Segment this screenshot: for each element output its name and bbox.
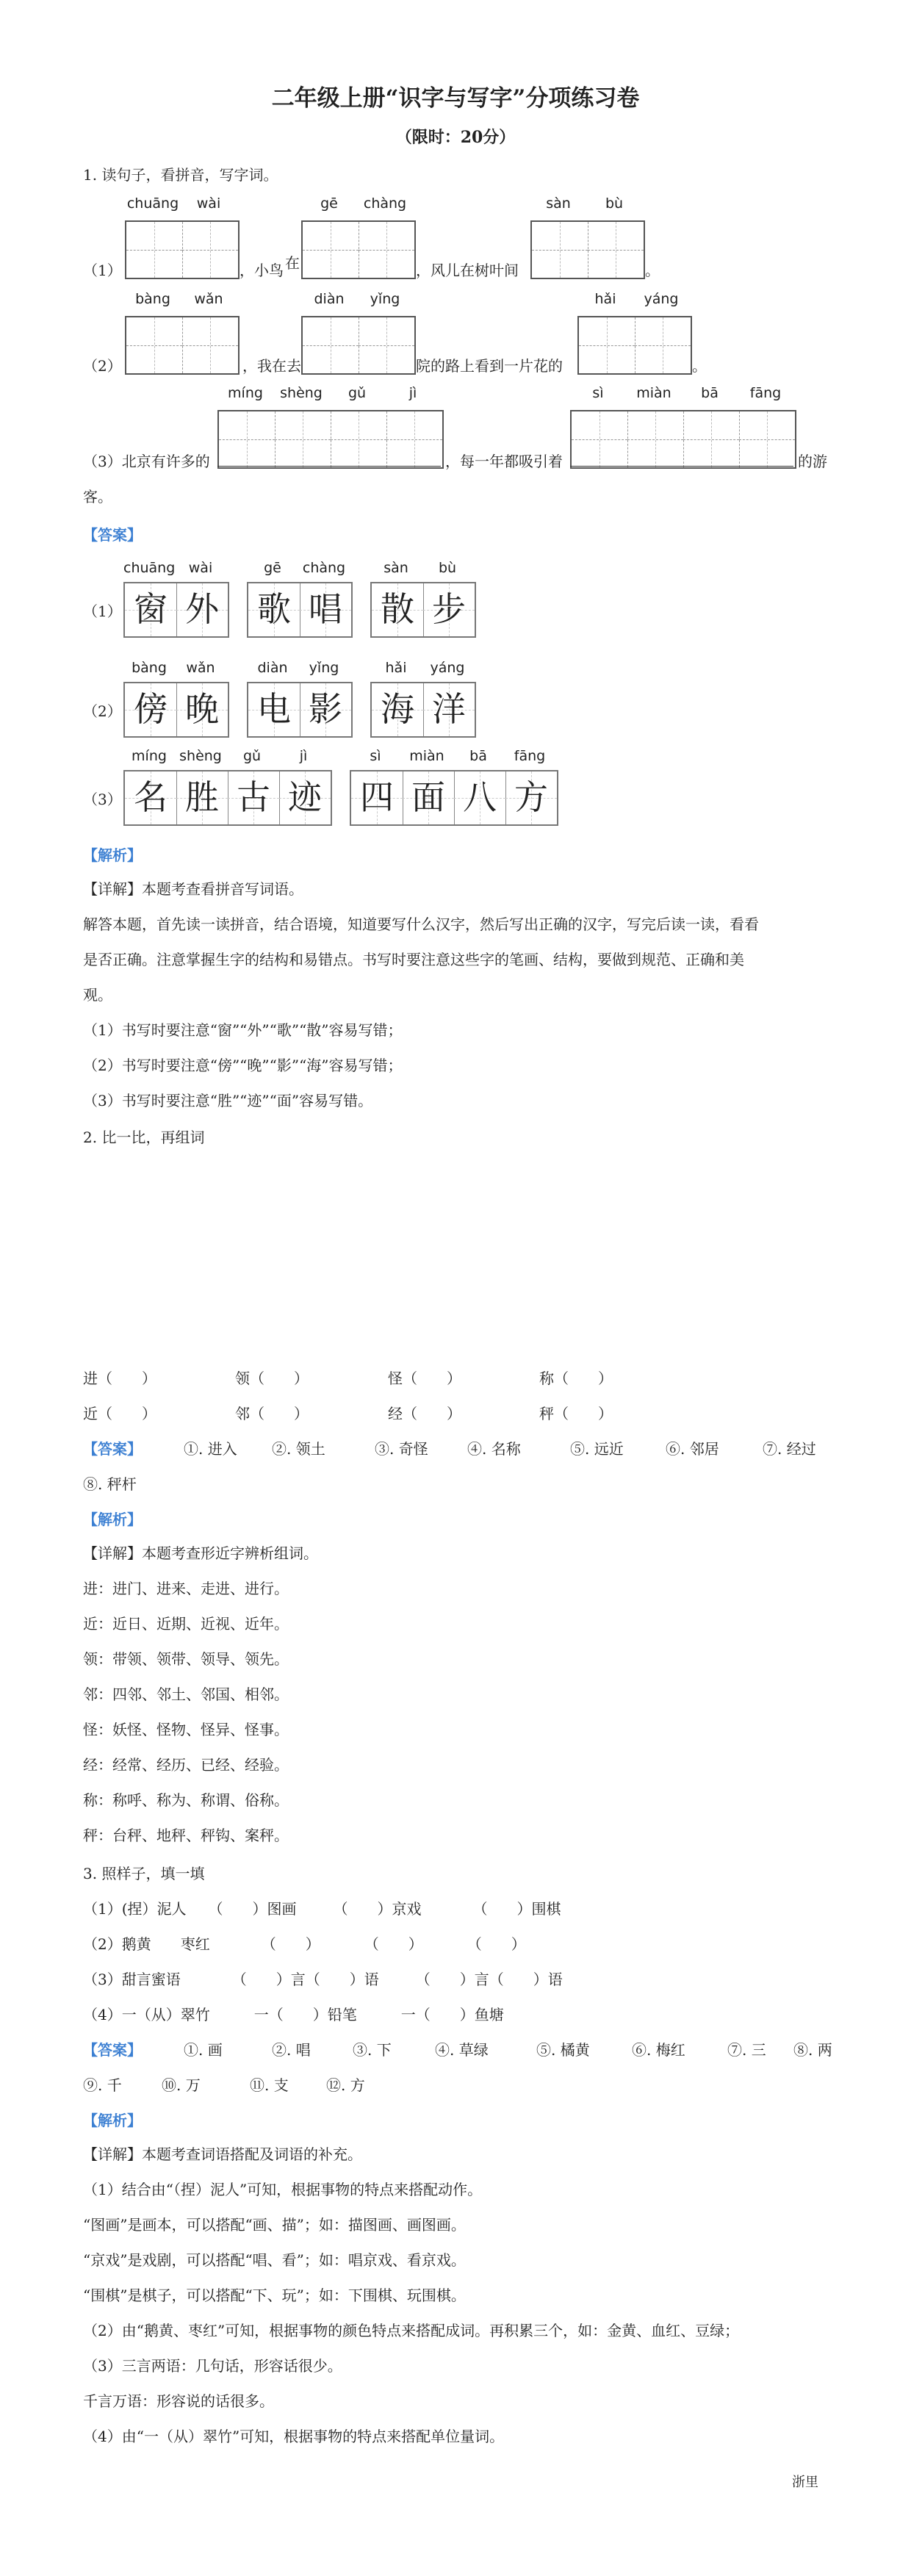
grid-guide: [386, 222, 387, 278]
pinyin: hǎi: [594, 291, 616, 307]
pinyin: miàn: [636, 385, 671, 401]
q3-heading: 3. 照样子，填一填: [83, 1865, 205, 1882]
answer-character: 歌: [257, 589, 291, 629]
grid-guide: [210, 317, 211, 373]
pinyin: yǐng: [370, 291, 400, 307]
analysis-line: 经：经常、经历、已经、经验。: [83, 1756, 289, 1774]
pinyin: jì: [299, 748, 308, 764]
answer-cell: [372, 683, 424, 736]
pinyin: wài: [188, 560, 213, 576]
pinyin: sàn: [546, 195, 571, 212]
sentence-num: （1）: [83, 262, 122, 279]
writing-cell: [386, 411, 442, 467]
q3-line1: （1）(捏）泥人 （ ）图画 （ ）京戏 （ ）围棋: [83, 1900, 561, 1918]
answer-character: 面: [411, 777, 445, 817]
answer-character: 晚: [185, 689, 219, 729]
pinyin: diàn: [257, 660, 288, 676]
sentence-num: （2）: [83, 357, 122, 375]
answer-character: 方: [514, 777, 548, 817]
writing-grid: [530, 220, 645, 279]
answer-character: 傍: [134, 689, 168, 729]
analysis-line: （1）结合由“（捏）泥人”可知，根据事物的特点来搭配动作。: [83, 2181, 483, 2198]
answer-grid: [123, 682, 229, 738]
grid-guide: [247, 411, 248, 467]
sentence-text: ，小鸟: [240, 262, 284, 279]
answer-cell: [505, 771, 557, 824]
sentence-text: 客。: [83, 488, 112, 506]
analysis-line: （3）书写时要注意“胜”“迹”“面”容易写错。: [83, 1092, 373, 1109]
pinyin: fāng: [749, 385, 782, 401]
grid-guide: [154, 222, 155, 278]
answer-grid: [247, 582, 353, 638]
grid-guide: [599, 411, 600, 467]
answer-character: 八: [463, 777, 497, 817]
answer-cell: [372, 583, 424, 636]
answer-item: ④. 名称: [467, 1440, 521, 1458]
writing-cell: [588, 222, 644, 278]
answer-cell: [125, 771, 177, 824]
compare-item: 经（ ）: [388, 1405, 461, 1422]
compare-item: 领（ ）: [235, 1370, 309, 1387]
q2-analysis-label: 【解析】: [83, 1511, 142, 1528]
answer-grid: [350, 770, 558, 826]
analysis-line: 【详解】本题考查形近字辨析组词。: [83, 1544, 318, 1562]
answer-character: 名: [134, 777, 168, 817]
answer-cell: [176, 683, 228, 736]
answer-item: ③. 下: [353, 2041, 392, 2059]
answer-cell: [248, 583, 300, 636]
answer-cell: [125, 583, 177, 636]
answer-character: 影: [309, 689, 342, 729]
answer-underline: [217, 466, 441, 467]
writing-grid: [125, 316, 240, 375]
pinyin: chuāng: [123, 560, 176, 576]
pinyin: shèng: [179, 748, 222, 764]
answer-cell: [351, 771, 403, 824]
grid-guide: [210, 222, 211, 278]
writing-cell: [359, 222, 414, 278]
pinyin: gǔ: [348, 385, 367, 401]
answer-cell: [454, 771, 506, 824]
analysis-line: 邻：四邻、邻土、邻国、相邻。: [83, 1685, 289, 1703]
answer-item: ⑥. 梅红: [632, 2041, 685, 2059]
analysis-line: 【详解】本题考查看拼音写词语。: [83, 880, 303, 898]
answer-cell: [125, 683, 177, 736]
pinyin: hǎi: [385, 660, 407, 676]
analysis-line: 近：近日、近期、近视、近年。: [83, 1615, 289, 1633]
answer-grid: [123, 770, 332, 826]
answer-character: 迹: [288, 777, 322, 817]
pinyin: gē: [320, 195, 338, 212]
grid-guide: [655, 411, 656, 467]
pinyin: diàn: [314, 291, 345, 307]
writing-grid: [301, 316, 416, 375]
writing-cell: [126, 222, 183, 278]
pinyin: bù: [605, 195, 624, 212]
analysis-line: 秤：台秤、地秤、秤钩、案秤。: [83, 1827, 289, 1844]
pinyin: bā: [701, 385, 719, 401]
answer-cell: [176, 583, 228, 636]
pinyin: wǎn: [194, 291, 223, 307]
grid-guide: [560, 222, 561, 278]
grid-guide: [711, 411, 712, 467]
answer-item: ⑥. 邻居: [666, 1440, 719, 1458]
pinyin: shèng: [280, 385, 323, 401]
pinyin: yǐng: [309, 660, 339, 676]
q1-analysis-label: 【解析】: [83, 846, 142, 864]
answer-item: ⑪. 支: [250, 2076, 289, 2094]
answer-character: 古: [237, 777, 270, 817]
writing-cell: [683, 411, 740, 467]
answer-character: 外: [185, 589, 219, 629]
answer-underline: [570, 466, 793, 467]
sentence-text: ，我在去: [242, 357, 301, 375]
writing-cell: [532, 222, 588, 278]
sentence-text: ，每一年都吸引着: [445, 453, 563, 470]
q1-heading: 1. 读句子，看拼音，写字词。: [83, 166, 278, 184]
analysis-line: “围棋”是棋子，可以搭配“下、玩”；如：下围棋、玩围棋。: [83, 2287, 466, 2304]
analysis-line: 是否正确。注意掌握生字的结构和易错点。书写时要注意这些字的笔画、结构，要做到规范、正确和美: [83, 951, 744, 968]
pinyin: sì: [370, 748, 381, 764]
sentence-text: （3）北京有许多的: [83, 453, 210, 470]
writing-cell: [303, 222, 359, 278]
grid-guide: [154, 317, 155, 373]
q3-line3: （3）甜言蜜语 （ ）言（ ）语 （ ）言（ ）语: [83, 1971, 563, 1988]
pinyin: fāng: [514, 748, 546, 764]
writing-grid: [301, 220, 416, 279]
answer-character: 电: [257, 689, 291, 729]
pinyin: bàng: [132, 660, 167, 676]
analysis-line: “京戏”是戏剧，可以搭配“唱、看”；如：唱京戏、看京戏。: [83, 2251, 466, 2269]
answer-character: 散: [381, 589, 414, 629]
q3-answer-label: 【答案】: [83, 2041, 142, 2059]
answer-item: ⑩. 万: [162, 2076, 201, 2094]
answer-item: ⑧. 秤杆: [83, 1475, 137, 1493]
pinyin: míng: [132, 748, 167, 764]
answer-item: ②. 唱: [272, 2041, 311, 2059]
analysis-line: 解答本题，首先读一读拼音，结合语境，知道要写什么汉字，然后写出正确的汉字，写完后读一读，看看: [83, 915, 759, 933]
writing-cell: [303, 317, 359, 373]
pinyin: yáng: [644, 291, 679, 307]
sentence-text: 的游: [798, 453, 827, 470]
writing-cell: [739, 411, 795, 467]
answer-character: 唱: [309, 589, 342, 629]
writing-grid: [125, 220, 240, 279]
pinyin: chàng: [363, 195, 407, 212]
sentence-text: 在: [285, 254, 300, 272]
answer-row-num: （2）: [83, 702, 122, 720]
answer-cell: [300, 683, 351, 736]
pinyin: bù: [438, 560, 457, 576]
pinyin: gē: [264, 560, 281, 576]
pinyin: gǔ: [242, 748, 262, 764]
answer-grid: [247, 682, 353, 738]
answer-item: ⑫. 方: [326, 2076, 365, 2094]
q3-line2: （2）鹅黄 枣红 （ ） （ ） （ ）: [83, 1935, 526, 1953]
answer-item: ⑤. 橘黄: [536, 2041, 590, 2059]
pinyin: bā: [469, 748, 487, 764]
writing-cell: [182, 222, 238, 278]
compare-item: 秤（ ）: [539, 1405, 613, 1422]
answer-row-num: （1）: [83, 602, 122, 620]
pinyin: chàng: [302, 560, 346, 576]
compare-item: 进（ ）: [83, 1370, 156, 1387]
analysis-line: （2）书写时要注意“傍”“晚”“影”“海”容易写错；: [83, 1057, 403, 1074]
answer-item: ③. 奇怪: [375, 1440, 428, 1458]
writing-cell: [627, 411, 684, 467]
pinyin: yáng: [430, 660, 465, 676]
sentence-text: 。: [692, 357, 707, 375]
footer-mark: 浙里: [792, 2475, 818, 2490]
answer-cell: [403, 771, 455, 824]
answer-cell: [300, 583, 351, 636]
analysis-line: 领：带领、领带、领导、领先。: [83, 1650, 289, 1668]
compare-item: 称（ ）: [539, 1370, 613, 1387]
compare-item: 邻（ ）: [235, 1405, 309, 1422]
answer-character: 四: [360, 777, 394, 817]
grid-guide: [386, 317, 387, 373]
analysis-line: “图画”是画本，可以搭配“画、描”；如：描图画、画图画。: [83, 2216, 466, 2234]
analysis-line: 千言万语：形容说的话很多。: [83, 2392, 274, 2410]
answer-cell: [279, 771, 331, 824]
pinyin: bàng: [135, 291, 170, 307]
sentence-text: 院的路上看到一片花的: [416, 357, 563, 375]
writing-cell: [331, 411, 387, 467]
analysis-line: 怪：妖怪、怪物、怪异、怪事。: [83, 1721, 289, 1738]
answer-item: ①. 画: [184, 2041, 223, 2059]
answer-item: ⑦. 三: [727, 2041, 766, 2059]
analysis-line: 观。: [83, 986, 112, 1004]
analysis-line: 【详解】本题考查词语搭配及词语的补充。: [83, 2145, 362, 2163]
pinyin: sì: [592, 385, 604, 401]
sentence-text: 。: [645, 262, 660, 279]
answer-character: 海: [381, 689, 414, 729]
answer-character: 窗: [134, 589, 168, 629]
analysis-line: （2）由“鹅黄、枣红”可知，根据事物的颜色特点来搭配成词。再积累三个，如：金黄、血红、豆绿；: [83, 2322, 740, 2339]
grid-guide: [767, 411, 768, 467]
pinyin: wǎn: [186, 660, 215, 676]
pinyin: jì: [408, 385, 417, 401]
compare-item: 近（ ）: [83, 1405, 156, 1422]
answer-row-num: （3）: [83, 791, 122, 808]
writing-grid: [570, 410, 796, 469]
answer-grid: [370, 682, 476, 738]
answer-item: ⑤. 远近: [570, 1440, 624, 1458]
q2-heading: 2. 比一比，再组词: [83, 1129, 205, 1146]
pinyin: chuāng: [126, 195, 179, 212]
writing-cell: [182, 317, 238, 373]
answer-grid: [370, 582, 476, 638]
sentence-text: ，风儿在树叶间: [416, 262, 519, 279]
analysis-line: （4）由“一（从）翠竹”可知，根据事物的特点来搭配单位量词。: [83, 2428, 505, 2445]
page-title: 二年级上册“识字与写字”分项练习卷: [271, 85, 640, 112]
analysis-line: 称：称呼、称为、称谓、俗称。: [83, 1791, 289, 1809]
analysis-line: （1）书写时要注意“窗”“外”“歌”“散”容易写错；: [83, 1021, 403, 1039]
q1-answer-label: 【答案】: [83, 526, 142, 544]
writing-cell: [219, 411, 276, 467]
q3-analysis-label: 【解析】: [83, 2112, 142, 2129]
q3-line4: （4）一（从）翠竹 一（ ）铅笔 一（ ）鱼塘: [83, 2006, 504, 2023]
q2-answer-label: 【答案】: [83, 1440, 142, 1458]
answer-grid: [123, 582, 229, 638]
pinyin: miàn: [409, 748, 444, 764]
grid-guide: [414, 411, 415, 467]
answer-character: 步: [432, 589, 466, 629]
pinyin: sàn: [384, 560, 408, 576]
time-limit: （限时：20分）: [395, 128, 516, 147]
answer-item: ④. 草绿: [435, 2041, 489, 2059]
answer-item: ⑧. 两: [793, 2041, 832, 2059]
answer-cell: [176, 771, 228, 824]
writing-cell: [572, 411, 628, 467]
answer-character: 胜: [185, 777, 219, 817]
writing-cell: [635, 317, 691, 373]
compare-item: 怪（ ）: [388, 1370, 461, 1387]
answer-cell: [248, 683, 300, 736]
writing-grid: [217, 410, 444, 469]
answer-item: ⑨. 千: [83, 2076, 122, 2094]
analysis-line: 进：进门、进来、走进、进行。: [83, 1580, 289, 1597]
writing-cell: [275, 411, 331, 467]
pinyin: míng: [228, 385, 263, 401]
writing-cell: [359, 317, 414, 373]
answer-cell: [423, 583, 475, 636]
pinyin: wài: [196, 195, 221, 212]
writing-cell: [579, 317, 635, 373]
answer-character: 洋: [432, 689, 466, 729]
answer-item: ②. 领土: [272, 1440, 325, 1458]
writing-grid: [577, 316, 692, 375]
answer-cell: [228, 771, 280, 824]
grid-guide: [607, 317, 608, 373]
analysis-line: （3）三言两语：几句话，形容话很少。: [83, 2357, 342, 2375]
answer-cell: [423, 683, 475, 736]
writing-cell: [126, 317, 183, 373]
answer-item: ⑦. 经过: [763, 1440, 816, 1458]
answer-item: ①. 进入: [184, 1440, 237, 1458]
